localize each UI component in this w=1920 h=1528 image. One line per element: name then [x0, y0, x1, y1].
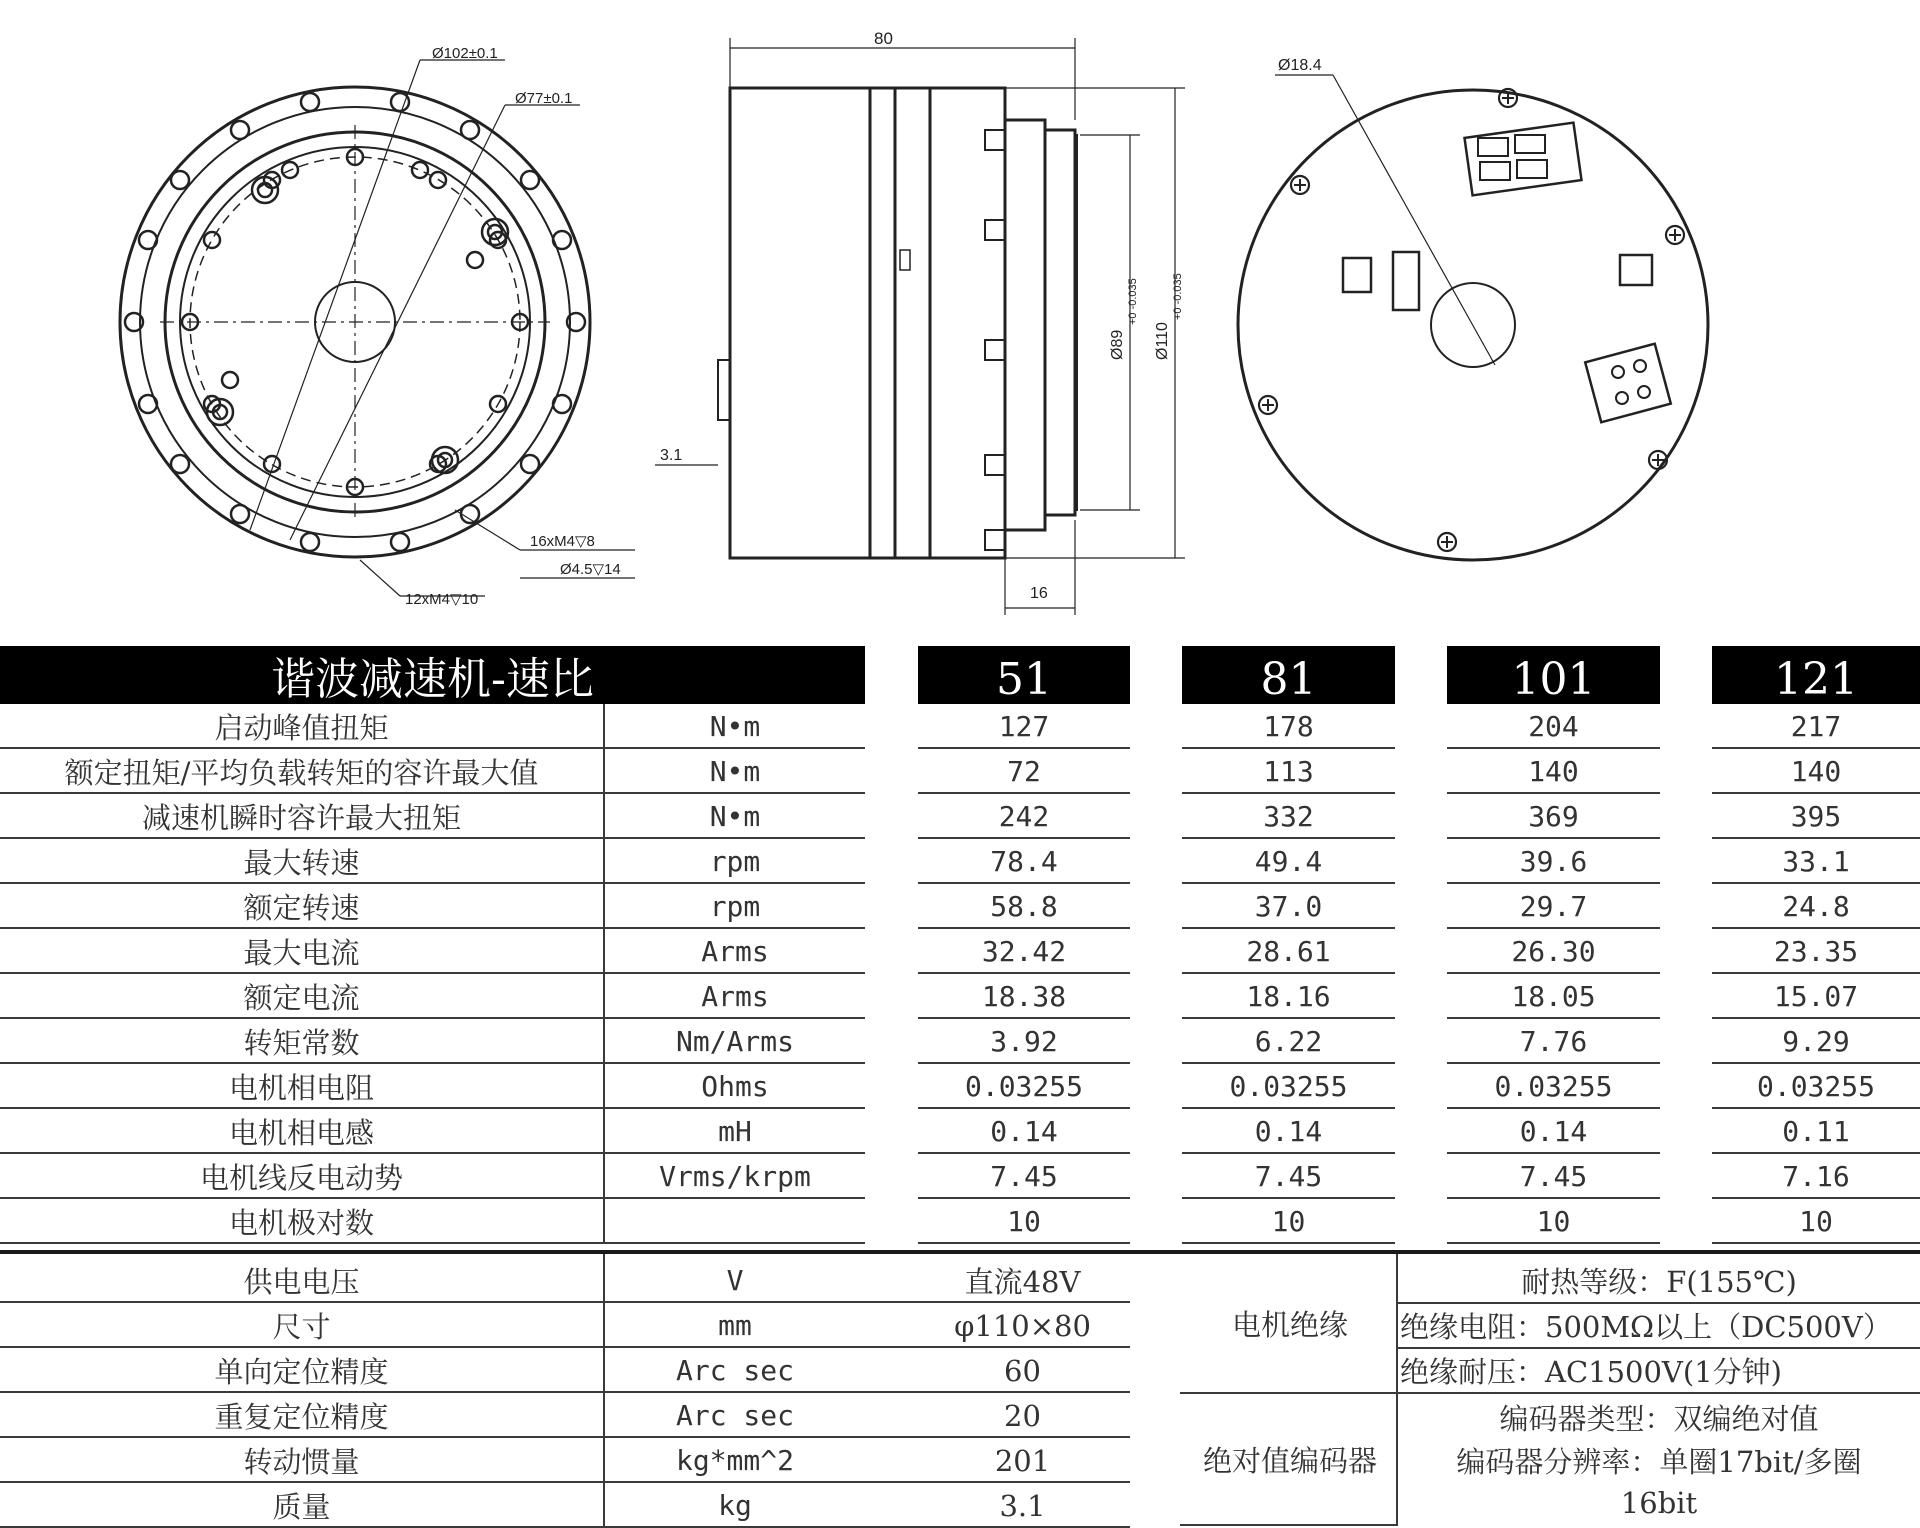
gen-right-line-1: [1396, 1302, 1920, 1304]
spec-row-value: 18.38: [981, 980, 1067, 1013]
side-offset: 3.1: [660, 447, 683, 464]
spec-row-name: 电机线反电动势: [199, 1161, 403, 1195]
front-outer-dia: Ø102±0.1: [432, 45, 498, 62]
general-row-name: 单向定位精度: [214, 1355, 389, 1389]
insulation-label: 电机绝缘: [1231, 1308, 1348, 1342]
spec-row-unit: Ohms: [701, 1070, 769, 1103]
spec-row-value: 127: [998, 710, 1050, 743]
spec-row-name: 额定电流: [243, 981, 360, 1015]
technical-drawing: [0, 0, 1920, 630]
gen-right-line-3: [1180, 1392, 1920, 1394]
side-view: [655, 29, 1185, 615]
spec-row-value: 32.42: [981, 935, 1067, 968]
spec-row: [0, 1154, 1920, 1199]
general-row-value: 3.1: [999, 1488, 1046, 1523]
spec-row-value: 49.4: [1254, 845, 1323, 878]
ratio-header-121: 121: [1712, 646, 1920, 704]
spec-row-value: 3.92: [990, 1025, 1058, 1058]
front-holes-b: 12xM4▽10: [405, 591, 479, 608]
general-row-value: 直流48V: [964, 1265, 1081, 1299]
front-bolt-circle: Ø77±0.1: [515, 90, 573, 107]
row-divider: [603, 1109, 605, 1154]
spec-row: [0, 704, 1920, 749]
spec-row: [0, 974, 1920, 1019]
gen-divider-right: [1396, 1254, 1398, 1526]
spec-row-value: 26.30: [1511, 935, 1596, 968]
side-dia-inner-tol: +0 -0.035: [1127, 278, 1139, 325]
spec-row-name: 额定转速: [243, 891, 360, 925]
spec-row-value: 10: [1799, 1205, 1833, 1238]
spec-row-value: 6.22: [1254, 1025, 1323, 1058]
spec-row-value: 9.29: [1782, 1025, 1850, 1058]
ratio-header-101: 101: [1447, 646, 1660, 704]
general-row-unit: kg: [718, 1489, 752, 1522]
spec-row: [0, 1064, 1920, 1109]
spec-row-value: 0.03255: [964, 1070, 1083, 1103]
general-row-value: 20: [1004, 1398, 1041, 1433]
spec-row-value: 15.07: [1773, 980, 1859, 1013]
front-view: [120, 45, 635, 608]
general-row-value: 60: [1004, 1353, 1041, 1388]
row-divider: [603, 1064, 605, 1109]
row-divider: [603, 839, 605, 884]
spec-row: [0, 884, 1920, 929]
spec-row-value: 78.4: [990, 845, 1058, 878]
spec-row: [0, 1199, 1920, 1244]
spec-row-value: 10: [1007, 1205, 1041, 1238]
general-row-unit: V: [726, 1264, 744, 1297]
spec-row-unit: rpm: [709, 890, 761, 923]
spec-row-value: 140: [1790, 755, 1842, 788]
general-row-name: 重复定位精度: [214, 1400, 389, 1434]
spec-row-value: 140: [1528, 755, 1579, 788]
general-row-unit: Arc sec: [675, 1399, 794, 1432]
rear-view: [1238, 57, 1708, 560]
spec-row-unit: N•m: [709, 800, 761, 833]
general-row-unit: kg*mm^2: [675, 1444, 794, 1477]
general-row-value: 201: [994, 1443, 1051, 1478]
general-row-unit: mm: [718, 1309, 752, 1342]
spec-row-value: 24.8: [1782, 890, 1850, 923]
row-divider: [603, 1199, 605, 1244]
rear-hole-dia: Ø18.4: [1278, 57, 1322, 74]
insulation-heat-class: 耐热等级：F(155℃): [1521, 1265, 1797, 1299]
general-row-unit: Arc sec: [675, 1354, 794, 1387]
spec-row: [0, 839, 1920, 884]
spec-row-name: 电机相电感: [228, 1116, 374, 1150]
spec-row-value: 33.1: [1782, 845, 1850, 878]
spec-row-value: 0.03255: [1756, 1070, 1875, 1103]
spec-row-unit: Nm/Arms: [675, 1025, 794, 1058]
spec-row: [0, 1109, 1920, 1154]
ratio-header-81: 81: [1182, 646, 1395, 704]
encoder-label: 绝对值编码器: [1202, 1444, 1377, 1478]
front-holes-a: 16xM4▽8: [530, 533, 595, 550]
encoder-type: 编码器类型：双编绝对值: [1499, 1402, 1819, 1436]
spec-row-unit: Arms: [701, 980, 769, 1013]
spec-row: [0, 749, 1920, 794]
spec-row-value: 113: [1263, 755, 1314, 788]
spec-row-name: 额定扭矩/平均负载转矩的容许最大值: [64, 756, 539, 790]
side-shaft-length: 16: [1030, 585, 1048, 602]
spec-row-value: 0.03255: [1494, 1070, 1613, 1103]
spec-row: [0, 794, 1920, 839]
general-row-name: 质量: [272, 1490, 331, 1524]
cell-underline: [1447, 1242, 1660, 1244]
row-divider: [603, 929, 605, 974]
spec-row-value: 29.7: [1519, 890, 1588, 923]
spec-row-name: 最大转速: [243, 846, 360, 880]
insulation-resistance: 绝缘电阻：500MΩ以上（DC500V）: [1400, 1310, 1892, 1344]
spec-row-unit: [605, 1199, 865, 1244]
front-holes-a2: Ø4.5▽14: [560, 561, 621, 578]
general-row-name: 转动惯量: [243, 1445, 360, 1479]
general-row-value: φ110×80: [954, 1308, 1091, 1343]
side-dia-outer: Ø110: [1154, 322, 1171, 360]
spec-row-value: 18.16: [1246, 980, 1331, 1013]
row-underline: [0, 1242, 865, 1244]
spec-row-value: 0.11: [1782, 1115, 1850, 1148]
spec-row-unit: Arms: [701, 935, 769, 968]
spec-row-name: 电机极对数: [228, 1206, 374, 1240]
ratio-header-51: 51: [918, 646, 1130, 704]
general-row-name: 供电电压: [243, 1265, 360, 1299]
gen-divider-name: [603, 1254, 605, 1526]
spec-row-value: 242: [998, 800, 1050, 833]
spec-row-value: 23.35: [1773, 935, 1859, 968]
spec-row-value: 28.61: [1246, 935, 1331, 968]
spec-row-value: 0.14: [990, 1115, 1058, 1148]
spec-row-unit: Vrms/krpm: [659, 1160, 811, 1193]
spec-row-value: 332: [1263, 800, 1314, 833]
side-length: 80: [874, 29, 893, 48]
row-divider: [603, 749, 605, 794]
spec-row-name: 转矩常数: [243, 1026, 360, 1060]
row-divider: [603, 794, 605, 839]
spec-row-unit: N•m: [709, 710, 761, 743]
spec-row-unit: mH: [718, 1115, 752, 1148]
cell-underline: [1182, 1242, 1395, 1244]
spec-row-value: 10: [1271, 1205, 1306, 1238]
spec-row-name: 减速机瞬时容许最大扭矩: [141, 801, 461, 835]
spec-row-name: 启动峰值扭矩: [214, 711, 389, 745]
spec-row-value: 395: [1790, 800, 1842, 833]
side-dia-inner: Ø89: [1109, 329, 1126, 360]
spec-row-value: 39.6: [1519, 845, 1588, 878]
table-separator: [0, 1250, 1920, 1254]
row-divider: [603, 1154, 605, 1199]
cell-underline: [1712, 1242, 1920, 1244]
gen-right-line-2: [1396, 1347, 1920, 1349]
spec-row-value: 18.05: [1511, 980, 1596, 1013]
side-dia-outer-tol: +0 -0.035: [1172, 273, 1184, 320]
spec-row-value: 72: [1007, 755, 1041, 788]
spec-row-value: 7.45: [1254, 1160, 1323, 1193]
row-divider: [603, 704, 605, 749]
spec-row-value: 37.0: [1254, 890, 1323, 923]
encoder-resolution: 编码器分辨率：单圈17bit/多圈: [1456, 1445, 1862, 1479]
spec-row-value: 10: [1536, 1205, 1571, 1238]
spec-row-value: 7.16: [1782, 1160, 1850, 1193]
row-divider: [603, 884, 605, 929]
spec-row-value: 217: [1790, 710, 1842, 743]
insulation-voltage: 绝缘耐压：AC1500V(1分钟): [1400, 1355, 1782, 1389]
spec-row-name: 电机相电阻: [228, 1071, 374, 1105]
cell-underline: [918, 1242, 1130, 1244]
spec-row-value: 0.14: [1254, 1115, 1323, 1148]
spec-table-title: 谐波减速机-速比: [0, 646, 865, 704]
general-row-name: 尺寸: [272, 1310, 331, 1344]
spec-row-value: 7.45: [1519, 1160, 1588, 1193]
spec-row-unit: N•m: [709, 755, 761, 788]
spec-row-value: 369: [1528, 800, 1579, 833]
spec-row-value: 0.14: [1519, 1115, 1588, 1148]
encoder-resolution-cont: 16bit: [1620, 1485, 1698, 1520]
row-divider: [603, 974, 605, 1019]
spec-row-name: 最大电流: [243, 936, 360, 970]
row-divider: [603, 1019, 605, 1064]
spec-row-value: 7.45: [990, 1160, 1058, 1193]
spec-row-value: 204: [1528, 710, 1579, 743]
spec-row-value: 178: [1263, 710, 1314, 743]
spec-row: [0, 1019, 1920, 1064]
spec-row-unit: rpm: [709, 845, 761, 878]
spec-row-value: 7.76: [1519, 1025, 1588, 1058]
spec-row-value: 0.03255: [1229, 1070, 1348, 1103]
spec-row-value: 58.8: [990, 890, 1058, 923]
spec-row: [0, 929, 1920, 974]
